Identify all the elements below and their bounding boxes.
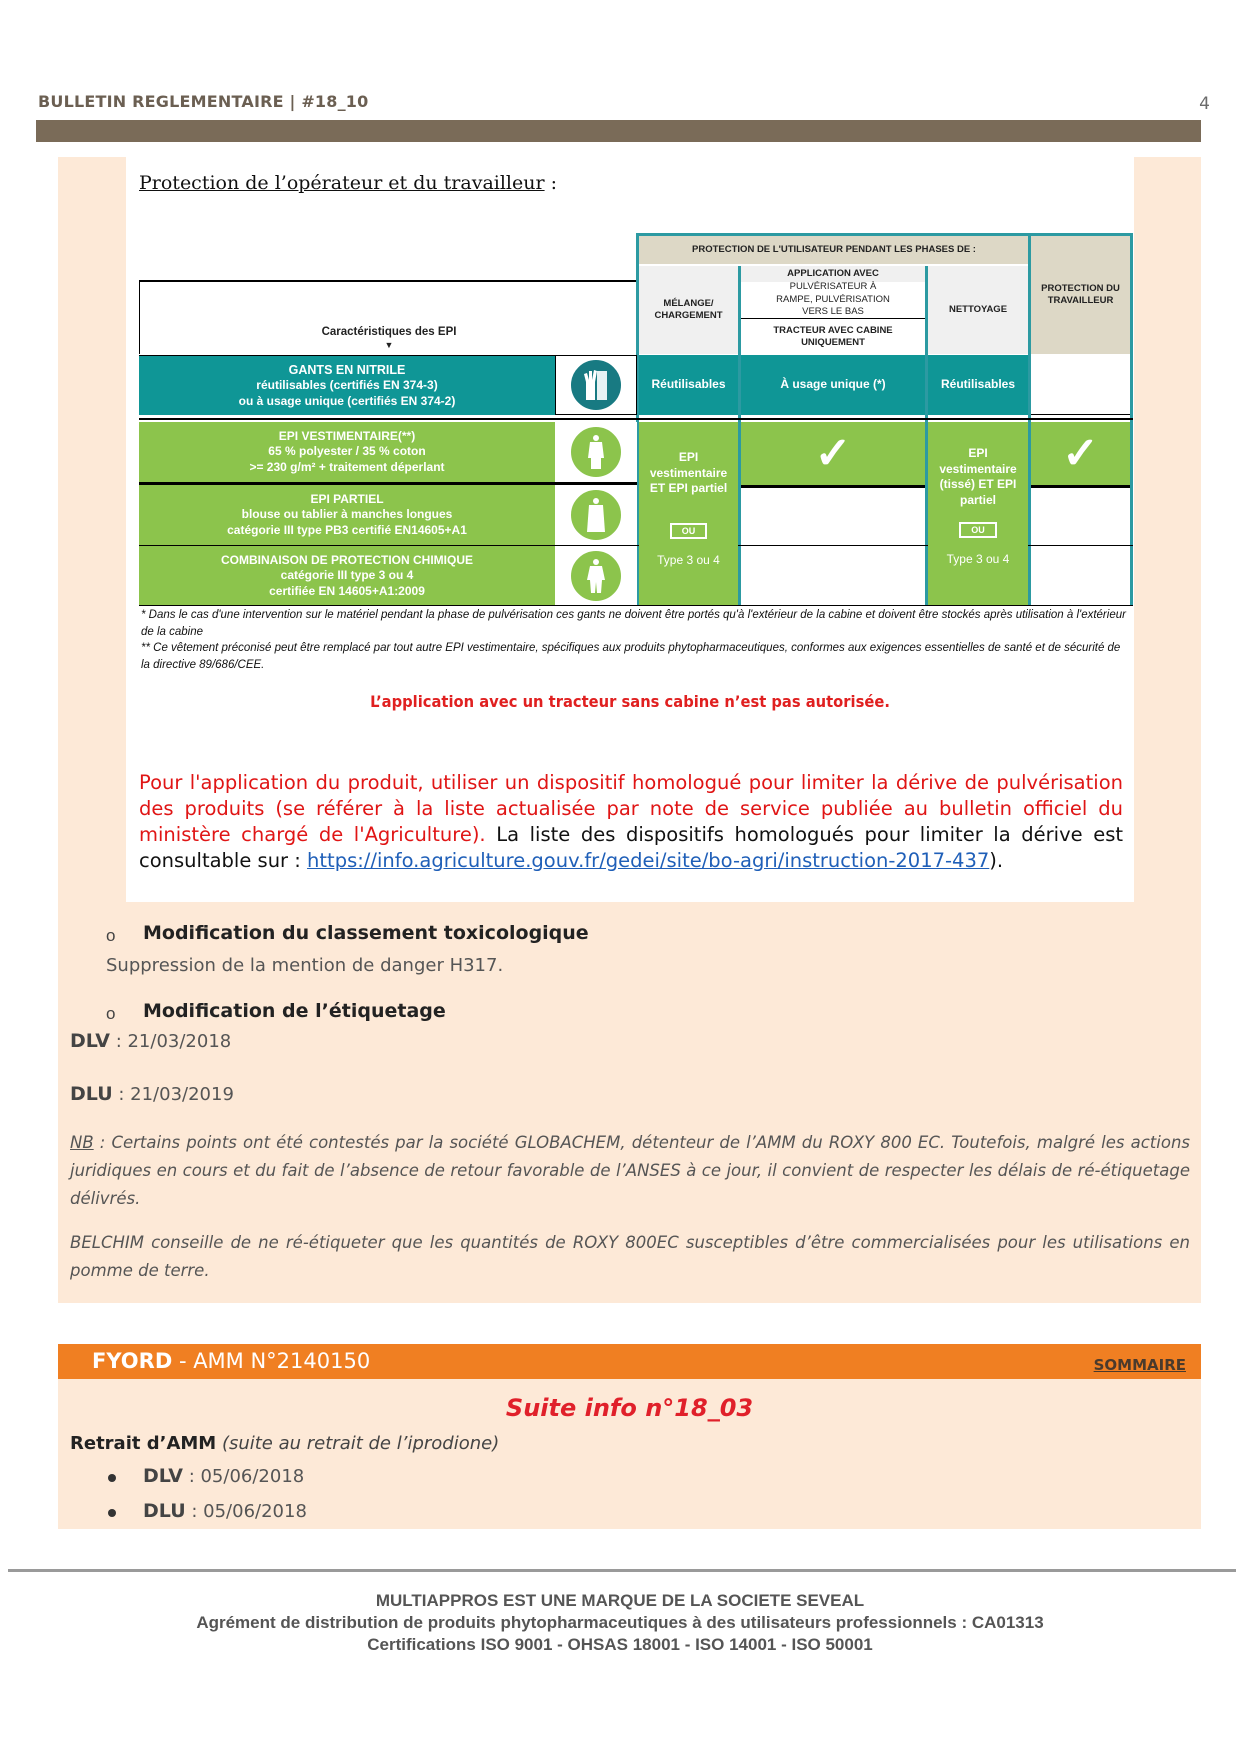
footer-divider <box>8 1569 1236 1572</box>
gloves-icon <box>571 360 621 410</box>
fyord-dlv: DLV : 05/06/2018 <box>143 1465 305 1487</box>
epi-row-partiel: EPI PARTIEL blouse ou tablier à manches longues catégorie III type PB3 certifié EN14605+A1 <box>139 485 555 545</box>
instruction-link[interactable]: https://info.agriculture.gouv.fr/gedei/site/bo-agri/instruction-2017-437 <box>307 849 990 872</box>
fyord-title: FYORD - AMM N°2140150 <box>92 1349 371 1373</box>
col-melange-header: MÉLANGE/ CHARGEMENT <box>639 266 738 354</box>
fyord-dlu: DLU : 05/06/2018 <box>143 1500 307 1522</box>
epi-characteristics-header: Caractéristiques des EPI ▼ <box>139 280 638 354</box>
vestimentaire-application <box>741 422 925 485</box>
bullet-dot-icon <box>108 1474 116 1482</box>
phase-group-header: PROTECTION DE L'UTILISATEUR PENDANT LES PHASES DE : <box>639 236 1029 264</box>
gants-melange: Réutilisables <box>639 355 738 415</box>
etiquetage-heading: Modification de l’étiquetage <box>143 1000 446 1022</box>
footnote-gloves: * Dans le cas d'une intervention sur le matériel pendant la phase de pulvérisation ces gants ne doivent être portés qu'à l'extérieur de la cabine et doivent être stockés après utilisation à l'extérieur de la cabine <box>141 609 1126 638</box>
page-number: 4 <box>1199 94 1210 114</box>
footer-brand: MULTIAPPROS EST UNE MARQUE DE LA SOCIETE SEVEAL <box>375 1591 865 1610</box>
gloves-icon-cell <box>555 355 637 415</box>
bullet-circle-icon: o <box>106 1004 116 1023</box>
ou-badge: OU <box>670 523 708 539</box>
gants-application: À usage unique (*) <box>741 355 925 415</box>
work-clothing-icon <box>571 427 621 477</box>
sommaire-link[interactable]: SOMMAIRE <box>1093 1356 1186 1374</box>
tractor-warning: L’application avec un tracteur sans cabine n’est pas autorisée. <box>370 692 890 711</box>
coverall-icon <box>571 551 621 601</box>
drift-paragraph: Pour l'application du produit, utiliser un dispositif homologué pour limiter la dérive de pulvérisation des produits (se référer à la liste actualisée par note de service publiée au bulletin officiel du ministère chargé de l'Agriculture). La liste des dispositifs homologués pour limiter la dérive est consultable sur : https://info.agriculture.gouv.fr/gedei/site/bo-agri/instruction-2017-437). <box>139 771 1123 872</box>
nettoyage-epi-cell: EPI vestimentaire (tissé) ET EPI partiel OU Type 3 ou 4 <box>928 422 1028 606</box>
col-application-sub2: TRACTEUR AVEC CABINE UNIQUEMENT <box>741 320 925 354</box>
melange-epi-cell: EPI vestimentaire ET EPI partiel OU Type 3 ou 4 <box>639 422 738 606</box>
gants-nettoyage: Réutilisables <box>928 355 1028 415</box>
retrait-amm: Retrait d’AMM (suite au retrait de l’iprodione) <box>70 1433 500 1454</box>
footnote-clothing: ** Ce vêtement préconisé peut être remplacé par tout autre EPI vestimentaire, spécifiques aux produits phytopharmaceutiques, conformes aux exigences essentielles de santé et de sécurité de la directive 89/686/CEE. <box>141 642 1121 671</box>
suite-info: Suite info n°18_03 <box>505 1394 754 1422</box>
col-travailleur-header: PROTECTION DU TRAVAILLEUR <box>1031 236 1130 354</box>
epi-table <box>0 0 1240 620</box>
row-separator <box>741 485 925 488</box>
row-separator <box>1031 485 1130 488</box>
checkmark-icon: ✓ <box>814 428 852 478</box>
epi-row-vestimentaire: EPI VESTIMENTAIRE(**) 65 % polyester / 35 % coton >= 230 g/m² + traitement déperlant <box>139 422 555 482</box>
etiquetage-dlv: DLV : 21/03/2018 <box>70 1030 232 1052</box>
bulletin-title: BULLETIN REGLEMENTAIRE | #18_10 <box>38 92 369 111</box>
ou-badge: OU <box>959 522 997 538</box>
epi-row-gants: GANTS EN NITRILE réutilisables (certifiés EN 374-3) ou à usage unique (certifiés EN 374-2) <box>139 355 555 415</box>
col-application-sub1: PULVÉRISATEUR À RAMPE, PULVÉRISATION VERS LE BAS <box>741 282 925 319</box>
toxico-heading: Modification du classement toxicologique <box>143 922 589 944</box>
footer-agrement: Agrément de distribution de produits phytopharmaceutiques à des utilisateurs professionnels : CA01313 <box>196 1613 1044 1632</box>
nb-paragraph: NB : Certains points ont été contestés par la société GLOBACHEM, détenteur de l’AMM du ROXY 800 EC. Toutefois, malgré les actions juridiques en cours et du fait de l’absence de retour favorable de l’ANSES à ce jour, il convient de respecter les délais de ré-étiquetage délivrés. <box>70 1133 1190 1208</box>
checkmark-icon: ✓ <box>1062 428 1099 478</box>
toxico-text: Suppression de la mention de danger H317. <box>106 955 504 976</box>
table-bottom-border <box>139 605 1133 606</box>
work-clothing-icon-cell <box>555 422 637 482</box>
coverall-icon-cell <box>555 546 637 606</box>
col-divider <box>1028 236 1031 606</box>
footer-certifications: Certifications ISO 9001 - OHSAS 18001 - ISO 14001 - ISO 50001 <box>367 1635 873 1654</box>
vestimentaire-travailleur <box>1031 422 1130 485</box>
col-nettoyage-header: NETTOYAGE <box>928 266 1028 354</box>
protection-title: Protection de l’opérateur et du travailleur : <box>139 172 558 194</box>
etiquetage-dlu: DLU : 21/03/2019 <box>70 1083 234 1105</box>
gants-travailleur <box>1031 355 1130 415</box>
apron-icon <box>571 490 621 540</box>
apron-icon-cell <box>555 485 637 545</box>
belchim-paragraph: BELCHIM conseille de ne ré-étiqueter que les quantités de ROXY 800EC susceptibles d’être commercialisées pour les utilisations en pomme de terre. <box>70 1233 1190 1280</box>
bullet-dot-icon <box>108 1509 116 1517</box>
bullet-circle-icon: o <box>106 926 116 945</box>
col-application-header: APPLICATION AVEC <box>741 266 925 282</box>
row-separator <box>139 418 1133 420</box>
epi-row-combinaison: COMBINAISON DE PROTECTION CHIMIQUE catégorie III type 3 ou 4 certifiée EN 14605+A1:2009 <box>139 546 555 606</box>
